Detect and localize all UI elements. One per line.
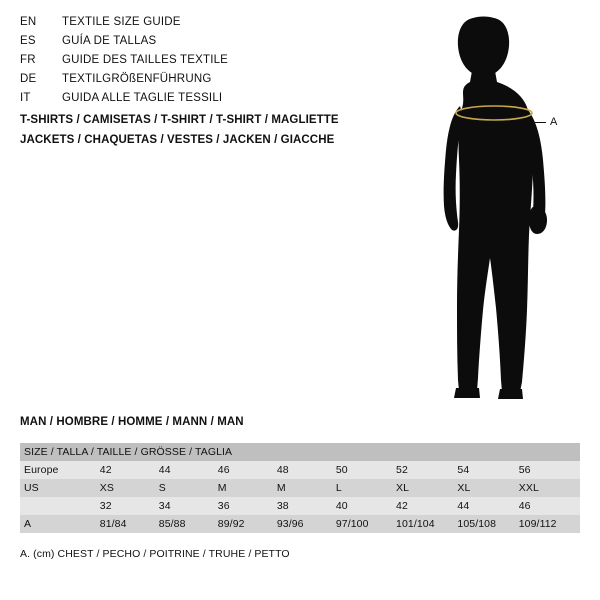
cell-us-0: XS xyxy=(100,479,159,497)
language-code: DE xyxy=(20,73,37,85)
measurement-label-a: A xyxy=(550,116,558,128)
language-code: IT xyxy=(20,92,31,104)
language-title: TEXTILE SIZE GUIDE xyxy=(62,16,181,28)
cell-europe-6: 54 xyxy=(457,461,518,479)
cell-europe-5: 52 xyxy=(396,461,457,479)
cell-a-5: 101/104 xyxy=(396,515,457,533)
cell-numeric-3: 38 xyxy=(277,497,336,515)
language-title: TEXTILGRÖßENFÜHRUNG xyxy=(62,73,212,85)
male-silhouette-icon xyxy=(400,10,600,410)
cell-europe-7: 56 xyxy=(519,461,580,479)
cell-us-1: S xyxy=(159,479,218,497)
language-row xyxy=(20,16,420,35)
table-header-row xyxy=(20,443,580,461)
table-header-label: SIZE / TALLA / TAILLE / GRÖSSE / TAGLIA xyxy=(20,443,580,461)
cell-a-6: 105/108 xyxy=(457,515,518,533)
cell-a-2: 89/92 xyxy=(218,515,277,533)
category-tshirts: T-SHIRTS / CAMISETAS / T-SHIRT / T-SHIRT / MAGLIETTE xyxy=(20,114,339,126)
cell-a-7: 109/112 xyxy=(519,515,580,533)
cell-us-2: M xyxy=(218,479,277,497)
measurement-pointer-dash xyxy=(533,122,546,123)
language-row xyxy=(20,35,420,54)
cell-us-4: L xyxy=(336,479,396,497)
cell-europe-1: 44 xyxy=(159,461,218,479)
cell-numeric-2: 36 xyxy=(218,497,277,515)
row-label-a: A xyxy=(20,515,100,533)
cell-numeric-5: 42 xyxy=(396,497,457,515)
size-table xyxy=(20,443,580,533)
table-row xyxy=(20,479,580,497)
footnote-chest-measure: A. (cm) CHEST / PECHO / POITRINE / TRUHE / PETTO xyxy=(20,548,290,560)
row-label-numeric xyxy=(20,497,100,515)
table-row xyxy=(20,515,580,533)
cell-europe-4: 50 xyxy=(336,461,396,479)
language-header-block xyxy=(20,16,420,111)
cell-a-1: 85/88 xyxy=(159,515,218,533)
language-row xyxy=(20,73,420,92)
language-code: ES xyxy=(20,35,36,47)
cell-us-5: XL xyxy=(396,479,457,497)
male-figure-illustration xyxy=(400,10,600,410)
cell-europe-0: 42 xyxy=(100,461,159,479)
table-row xyxy=(20,497,580,515)
cell-numeric-0: 32 xyxy=(100,497,159,515)
cell-us-7: XXL xyxy=(519,479,580,497)
language-row xyxy=(20,54,420,73)
language-title: GUIDE DES TAILLES TEXTILE xyxy=(62,54,229,66)
cell-numeric-6: 44 xyxy=(457,497,518,515)
category-block xyxy=(20,110,440,150)
language-code: FR xyxy=(20,54,36,66)
category-jackets: JACKETS / CHAQUETAS / VESTES / JACKEN / GIACCHE xyxy=(20,134,335,146)
cell-numeric-4: 40 xyxy=(336,497,396,515)
cell-numeric-7: 46 xyxy=(519,497,580,515)
cell-europe-3: 48 xyxy=(277,461,336,479)
section-label-man: MAN / HOMBRE / HOMME / MANN / MAN xyxy=(20,416,244,428)
language-title: GUÍA DE TALLAS xyxy=(62,35,157,47)
language-row xyxy=(20,92,420,111)
cell-us-6: XL xyxy=(457,479,518,497)
row-label-europe: Europe xyxy=(20,461,100,479)
cell-us-3: M xyxy=(277,479,336,497)
cell-numeric-1: 34 xyxy=(159,497,218,515)
row-label-us: US xyxy=(20,479,100,497)
table-row xyxy=(20,461,580,479)
cell-a-4: 97/100 xyxy=(336,515,396,533)
language-code: EN xyxy=(20,16,37,28)
cell-a-0: 81/84 xyxy=(100,515,159,533)
language-title: GUIDA ALLE TAGLIE TESSILI xyxy=(62,92,223,104)
cell-europe-2: 46 xyxy=(218,461,277,479)
cell-a-3: 93/96 xyxy=(277,515,336,533)
